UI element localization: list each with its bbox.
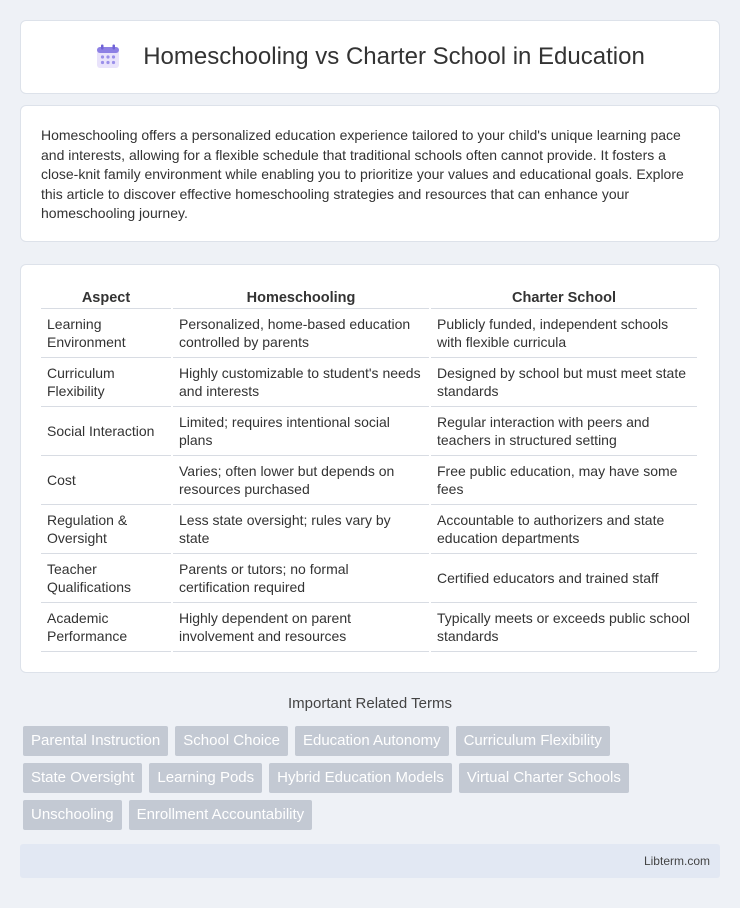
related-term-tag[interactable]: Hybrid Education Models	[269, 763, 452, 793]
charter-school-cell: Typically meets or exceeds public school standards	[431, 603, 697, 652]
calendar-grid-icon	[95, 44, 121, 70]
column-header-charter-school: Charter School	[431, 285, 697, 309]
related-term-tag[interactable]: Curriculum Flexibility	[456, 726, 610, 756]
charter-school-cell: Designed by school but must meet state standards	[431, 358, 697, 407]
comparison-table-card	[20, 264, 720, 673]
related-term-tag[interactable]: Learning Pods	[149, 763, 262, 793]
homeschooling-cell: Highly dependent on parent involvement and resources	[173, 603, 429, 652]
page-title: Homeschooling vs Charter School in Education	[143, 43, 645, 70]
aspect-cell: Learning Environment	[41, 309, 171, 358]
homeschooling-cell: Less state oversight; rules vary by state	[173, 505, 429, 554]
table-row	[41, 554, 697, 603]
related-term-tag[interactable]: Parental Instruction	[23, 726, 168, 756]
table-header-row	[41, 285, 697, 309]
related-terms-tags	[23, 726, 723, 837]
related-term-tag[interactable]: Education Autonomy	[295, 726, 449, 756]
charter-school-cell: Accountable to authorizers and state education departments	[431, 505, 697, 554]
homeschooling-cell: Highly customizable to student's needs and interests	[173, 358, 429, 407]
related-terms-heading: Important Related Terms	[288, 695, 452, 712]
related-term-tag[interactable]: Virtual Charter Schools	[459, 763, 629, 793]
aspect-cell: Teacher Qualifications	[41, 554, 171, 603]
related-term-tag[interactable]: Enrollment Accountability	[129, 800, 313, 830]
homeschooling-cell: Personalized, home-based education controlled by parents	[173, 309, 429, 358]
related-term-tag[interactable]: School Choice	[175, 726, 288, 756]
charter-school-cell: Certified educators and trained staff	[431, 554, 697, 603]
footer	[20, 844, 720, 878]
table-row	[41, 456, 697, 505]
charter-school-cell: Regular interaction with peers and teachers in structured setting	[431, 407, 697, 456]
table-row	[41, 505, 697, 554]
column-header-aspect: Aspect	[41, 285, 171, 309]
charter-school-cell: Publicly funded, independent schools with flexible curricula	[431, 309, 697, 358]
aspect-cell: Curriculum Flexibility	[41, 358, 171, 407]
aspect-cell: Social Interaction	[41, 407, 171, 456]
homeschooling-cell: Varies; often lower but depends on resources purchased	[173, 456, 429, 505]
aspect-cell: Academic Performance	[41, 603, 171, 652]
intro-card	[20, 105, 720, 242]
homeschooling-cell: Parents or tutors; no formal certification required	[173, 554, 429, 603]
header-card	[20, 20, 720, 94]
aspect-cell: Regulation & Oversight	[41, 505, 171, 554]
charter-school-cell: Free public education, may have some fees	[431, 456, 697, 505]
table-row	[41, 603, 697, 652]
related-term-tag[interactable]: State Oversight	[23, 763, 142, 793]
table-row	[41, 407, 697, 456]
intro-paragraph: Homeschooling offers a personalized education experience tailored to your child's unique learning pace and interests, allowing for a flexible schedule that traditional schools often cannot provide. It fosters a close-knit family environment while enabling you to prioritize your values and educational goals. Explore this article to discover effective homeschooling strategies and resources that can enhance your homeschooling journey.	[41, 127, 684, 222]
footer-site-link[interactable]: Libterm.com	[643, 854, 710, 868]
column-header-homeschooling: Homeschooling	[173, 285, 429, 309]
related-term-tag[interactable]: Unschooling	[23, 800, 122, 830]
aspect-cell: Cost	[41, 456, 171, 505]
table-row	[41, 358, 697, 407]
homeschooling-cell: Limited; requires intentional social plans	[173, 407, 429, 456]
comparison-table	[39, 285, 699, 652]
table-row	[41, 309, 697, 358]
